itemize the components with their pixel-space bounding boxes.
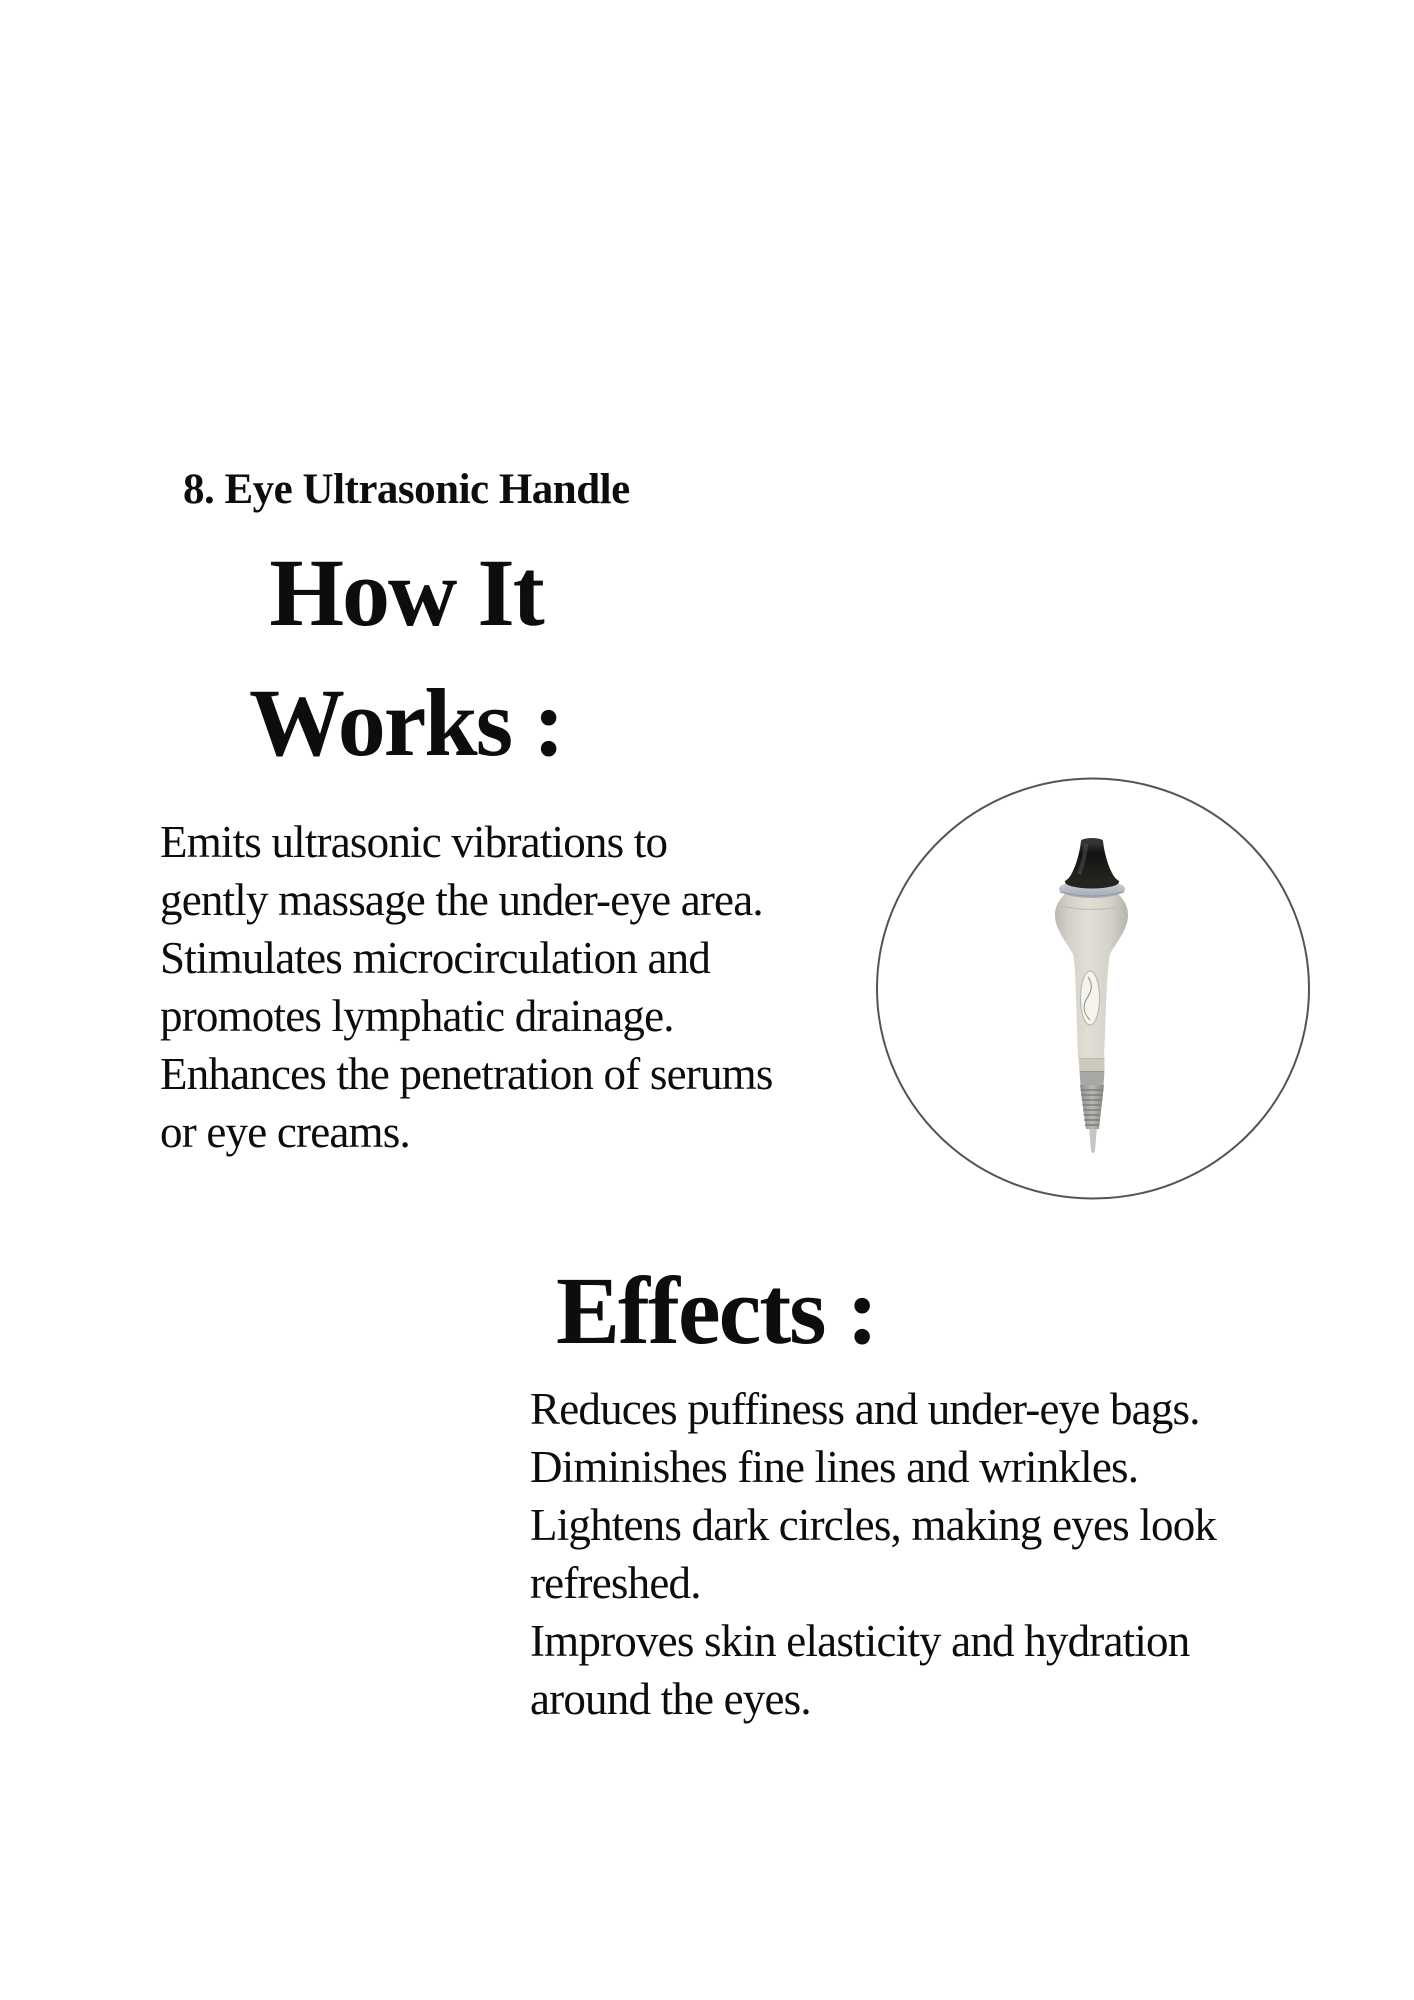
device-lower-handle	[1079, 1058, 1105, 1071]
section-heading: 8. Eye Ultrasonic Handle	[183, 466, 630, 513]
body-line: Lightens dark circles, making eyes look	[530, 1500, 1217, 1550]
device-figure	[875, 777, 1311, 1200]
body-line: refreshed.	[530, 1558, 701, 1608]
how-it-works-heading-line2: Works :	[248, 669, 564, 776]
device-label	[1081, 971, 1100, 1025]
body-line: Stimulates microcirculation and	[160, 933, 711, 983]
device-strain-relief-icon	[1080, 1085, 1104, 1129]
body-line: promotes lymphatic drainage.	[160, 991, 674, 1041]
body-line: gently massage the under-eye area.	[160, 875, 763, 925]
device-connector	[1080, 1071, 1105, 1085]
device-tip	[1065, 838, 1119, 882]
body-line: Reduces puffiness and under-eye bags.	[530, 1384, 1200, 1434]
body-line: or eye creams.	[160, 1107, 410, 1157]
how-it-works-heading-line1: How It	[269, 539, 543, 646]
device-photo	[875, 777, 1311, 1200]
body-line: Diminishes fine lines and wrinkles.	[530, 1442, 1139, 1492]
body-line: Enhances the penetration of serums	[160, 1049, 773, 1099]
body-line: around the eyes.	[530, 1674, 811, 1724]
how-it-works-heading	[180, 528, 632, 788]
effects-heading: Effects :	[556, 1257, 877, 1364]
effects-paragraph	[530, 1380, 1216, 1728]
body-line: Emits ultrasonic vibrations to	[160, 817, 668, 867]
device-cable	[1089, 1127, 1097, 1153]
how-it-works-paragraph	[160, 813, 773, 1161]
body-line: Improves skin elasticity and hydration	[530, 1616, 1190, 1666]
